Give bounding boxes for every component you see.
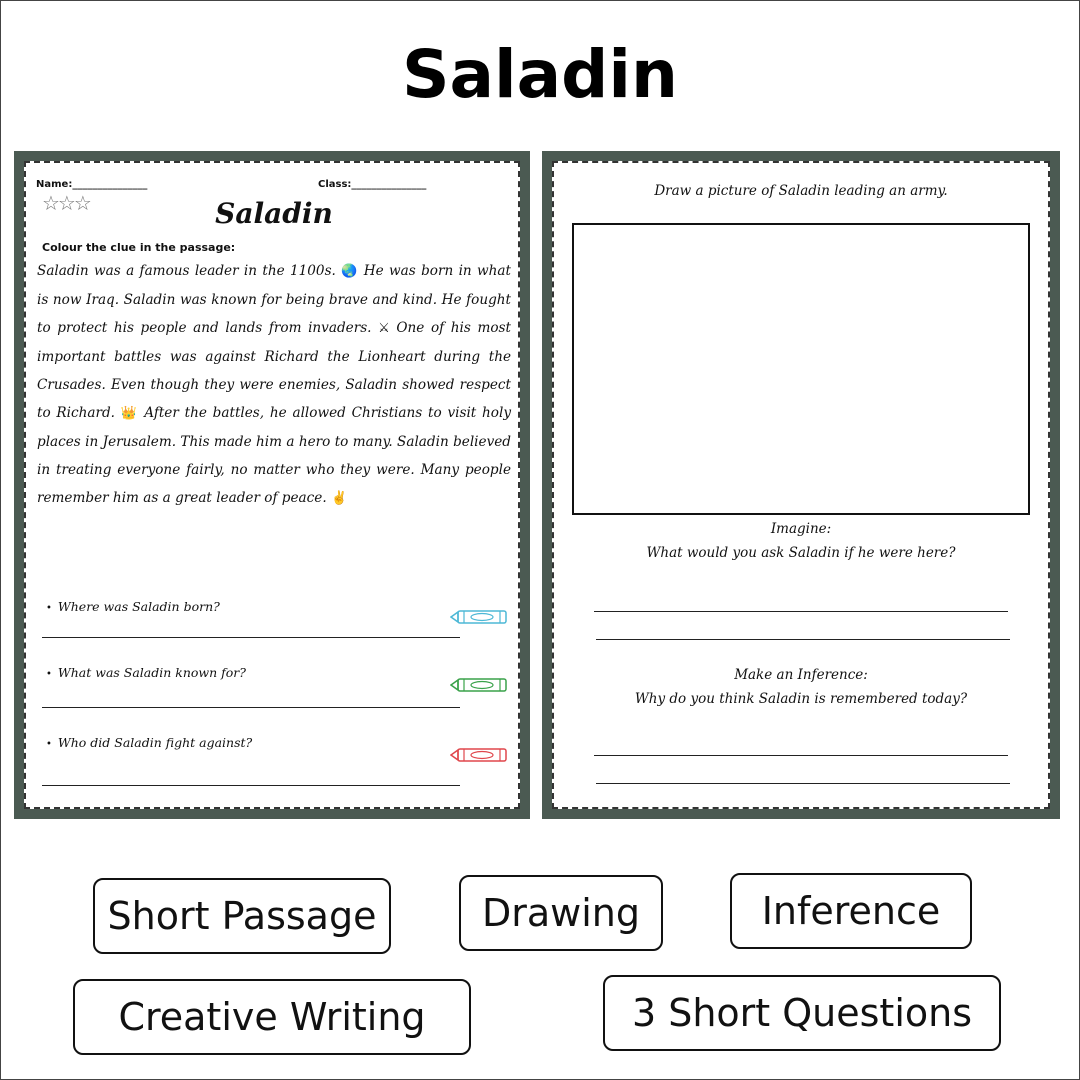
draw-prompt: Draw a picture of Saladin leading an army. xyxy=(654,183,948,199)
worksheet-drawing-page xyxy=(552,161,1050,809)
answer-line-2 xyxy=(42,707,460,708)
question-1-text: Where was Saladin born? xyxy=(57,599,220,614)
question-3-text: Who did Saladin fight against? xyxy=(57,735,253,750)
inference-answer-line-2 xyxy=(596,783,1010,784)
passage-segment-1: Saladin was a famous leader in the 1100s. xyxy=(37,263,342,279)
class-field-label: Class:_______________ xyxy=(318,179,427,190)
tag-short-passage: Short Passage xyxy=(93,878,391,954)
imagine-answer-line-2 xyxy=(596,639,1010,640)
crown-icon: 👑 xyxy=(120,406,139,421)
peace-hand-icon: ✌ xyxy=(330,491,348,506)
crayon-red-icon xyxy=(450,747,508,763)
globe-icon: 🌏 xyxy=(341,264,359,279)
worksheet-passage-page xyxy=(24,161,520,809)
answer-line-3 xyxy=(42,785,460,786)
passage-segment-4: After the battles, he allowed Christians to visit holy places in Jerusalem. This made him a hero to many. Saladin believed in treating everyone fairly, no matter who they were. Many people remember him as a great leader of peace. xyxy=(37,405,512,506)
crayon-blue-icon xyxy=(450,609,508,625)
drawing-box xyxy=(572,223,1030,515)
inference-question: Why do you think Saladin is remembered today? xyxy=(634,691,968,707)
answer-line-1 xyxy=(42,637,460,638)
imagine-label: Imagine: xyxy=(770,521,832,537)
name-field-label: Name:_______________ xyxy=(36,179,148,190)
tag-3-short-questions: 3 Short Questions xyxy=(603,975,1001,1051)
imagine-answer-line-1 xyxy=(594,611,1008,612)
tag-creative-writing: Creative Writing xyxy=(73,979,471,1055)
question-2-text: What was Saladin known for? xyxy=(57,665,246,680)
tag-drawing: Drawing xyxy=(459,875,663,951)
tag-inference: Inference xyxy=(730,873,972,949)
rating-stars-icon: ☆☆☆ xyxy=(42,191,90,215)
inference-answer-line-1 xyxy=(594,755,1008,756)
worksheet-passage-preview xyxy=(14,151,530,819)
passage-segment-3: One of his most important battles was against Richard the Lionheart during the Crusades. Even though they were enemies, Saladin showed respect to Richard. xyxy=(37,320,511,421)
reading-passage xyxy=(37,257,511,513)
worksheet-title: Saladin xyxy=(215,197,333,230)
passage-instruction: Colour the clue in the passage: xyxy=(42,241,236,254)
question-2: • What was Saladin known for? xyxy=(46,665,246,680)
question-3: • Who did Saladin fight against? xyxy=(46,735,253,750)
worksheet-drawing-preview xyxy=(542,151,1060,819)
crayon-green-icon xyxy=(450,677,508,693)
page-title: Saladin xyxy=(401,36,679,113)
passage-segment-2: He was born in what is now Iraq. Saladin was known for being brave and kind. He fought to protect his people and lands from invaders. xyxy=(37,263,511,336)
imagine-question: What would you ask Saladin if he were here? xyxy=(646,545,956,561)
question-1: • Where was Saladin born? xyxy=(46,599,220,614)
inference-label: Make an Inference: xyxy=(734,667,868,683)
crossed-swords-icon: ⚔ xyxy=(378,321,390,336)
